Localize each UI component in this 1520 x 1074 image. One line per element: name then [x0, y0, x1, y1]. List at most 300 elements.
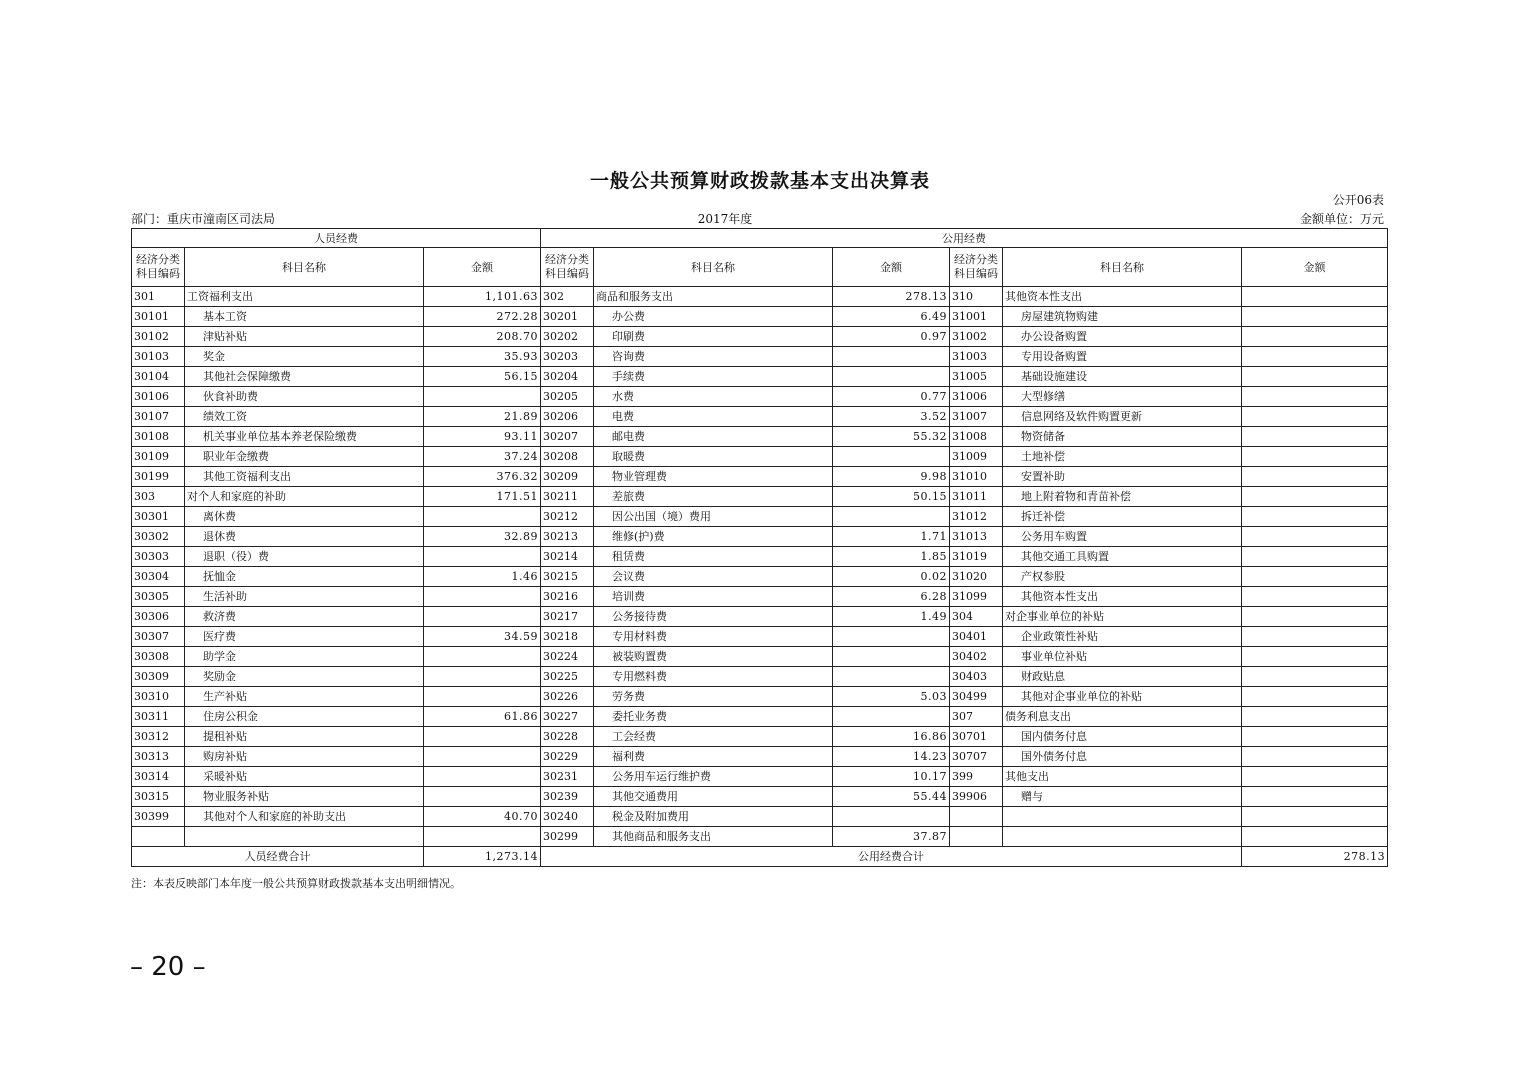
amount: 0.77: [833, 387, 950, 407]
amount: 55.44: [833, 787, 950, 807]
amount: [1242, 767, 1388, 787]
economic-code: 307: [950, 707, 1003, 727]
item-name: 其他资本性支出: [1003, 587, 1242, 607]
item-name: 办公设备购置: [1003, 327, 1242, 347]
economic-code: 30314: [132, 767, 185, 787]
economic-code: 30303: [132, 547, 185, 567]
table-row: [132, 327, 1388, 347]
amount: 35.93: [424, 347, 541, 367]
economic-code: 31007: [950, 407, 1003, 427]
amount: [1242, 487, 1388, 507]
economic-code: 30107: [132, 407, 185, 427]
economic-code: 30211: [541, 487, 594, 507]
amount: 14.23: [833, 747, 950, 767]
economic-code: 30309: [132, 667, 185, 687]
item-name: 基础设施建设: [1003, 367, 1242, 387]
item-name: 奖金: [185, 347, 424, 367]
amount: 208.70: [424, 327, 541, 347]
item-name: 培训费: [594, 587, 833, 607]
amount-unit: 金额单位：万元: [1299, 212, 1384, 226]
amount: [1242, 647, 1388, 667]
economic-code: 31009: [950, 447, 1003, 467]
amount: [833, 667, 950, 687]
table-row: [132, 647, 1388, 667]
economic-code: 30199: [132, 467, 185, 487]
amount: [1242, 347, 1388, 367]
table-row: [132, 807, 1388, 827]
amount: [1242, 387, 1388, 407]
amount: 50.15: [833, 487, 950, 507]
economic-code: 30225: [541, 667, 594, 687]
item-name: 会议费: [594, 567, 833, 587]
item-name: 离休费: [185, 507, 424, 527]
header-amount: 金额: [424, 248, 541, 287]
item-name: 其他对个人和家庭的补助支出: [185, 807, 424, 827]
amount: 1.49: [833, 607, 950, 627]
item-name: 采暖补贴: [185, 767, 424, 787]
economic-code: 30231: [541, 767, 594, 787]
table-row: [132, 527, 1388, 547]
table-row: [132, 547, 1388, 567]
amount: 0.02: [833, 567, 950, 587]
amount: [424, 827, 541, 847]
item-name: 购房补贴: [185, 747, 424, 767]
amount: 10.17: [833, 767, 950, 787]
amount: [1242, 747, 1388, 767]
item-name: 奖励金: [185, 667, 424, 687]
economic-code: 30226: [541, 687, 594, 707]
header-name: 科目名称: [594, 248, 833, 287]
table-row: [132, 507, 1388, 527]
amount: [833, 807, 950, 827]
item-name: 其他资本性支出: [1003, 287, 1242, 307]
item-name: 对个人和家庭的补助: [185, 487, 424, 507]
amount: [1242, 367, 1388, 387]
economic-code: 301: [132, 287, 185, 307]
table-row: [132, 347, 1388, 367]
item-name: 生活补助: [185, 587, 424, 607]
item-name: 工会经费: [594, 727, 833, 747]
public-total-amount: 278.13: [1242, 847, 1388, 867]
economic-code: 30312: [132, 727, 185, 747]
header-name: 科目名称: [185, 248, 424, 287]
item-name: 水费: [594, 387, 833, 407]
economic-code: 31013: [950, 527, 1003, 547]
economic-code: 30104: [132, 367, 185, 387]
item-name: 工资福利支出: [185, 287, 424, 307]
amount: 6.49: [833, 307, 950, 327]
amount: [424, 787, 541, 807]
economic-code: 30239: [541, 787, 594, 807]
economic-code: 30299: [541, 827, 594, 847]
amount: [1242, 607, 1388, 627]
table-row: [132, 367, 1388, 387]
amount: 55.32: [833, 427, 950, 447]
economic-code: 30217: [541, 607, 594, 627]
amount: [1242, 687, 1388, 707]
item-name: 邮电费: [594, 427, 833, 447]
economic-code: 399: [950, 767, 1003, 787]
item-name: 其他商品和服务支出: [594, 827, 833, 847]
item-name: 取暖费: [594, 447, 833, 467]
item-name: 地上附着物和青苗补偿: [1003, 487, 1242, 507]
economic-code: 31011: [950, 487, 1003, 507]
item-name: 印刷费: [594, 327, 833, 347]
item-name: 职业年金缴费: [185, 447, 424, 467]
table-row: [132, 787, 1388, 807]
economic-code: 31020: [950, 567, 1003, 587]
amount: 34.59: [424, 627, 541, 647]
table-row: [132, 387, 1388, 407]
item-name: 拆迁补偿: [1003, 507, 1242, 527]
item-name: [1003, 807, 1242, 827]
amount: 37.87: [833, 827, 950, 847]
item-name: 物业管理费: [594, 467, 833, 487]
economic-code: 31005: [950, 367, 1003, 387]
amount: 1.85: [833, 547, 950, 567]
economic-code: 30403: [950, 667, 1003, 687]
economic-code: 30228: [541, 727, 594, 747]
amount: 21.89: [424, 407, 541, 427]
item-name: 大型修缮: [1003, 387, 1242, 407]
economic-code: 30201: [541, 307, 594, 327]
item-name: 租赁费: [594, 547, 833, 567]
item-name: 其他交通费用: [594, 787, 833, 807]
section-personnel: 人员经费: [132, 229, 541, 248]
item-name: 信息网络及软件购置更新: [1003, 407, 1242, 427]
table-row: [132, 567, 1388, 587]
economic-code: 31099: [950, 587, 1003, 607]
table-row: [132, 487, 1388, 507]
amount: [424, 727, 541, 747]
amount: [1242, 467, 1388, 487]
header-code: 经济分类科目编码: [950, 248, 1003, 287]
economic-code: 30224: [541, 647, 594, 667]
economic-code: 30315: [132, 787, 185, 807]
amount: [1242, 507, 1388, 527]
item-name: 税金及附加费用: [594, 807, 833, 827]
amount: [424, 507, 541, 527]
item-name: 被装购置费: [594, 647, 833, 667]
economic-code: 30212: [541, 507, 594, 527]
item-name: 因公出国（境）费用: [594, 507, 833, 527]
item-name: 退休费: [185, 527, 424, 547]
item-name: 国内债务付息: [1003, 727, 1242, 747]
item-name: 生产补贴: [185, 687, 424, 707]
amount: 9.98: [833, 467, 950, 487]
table-row: [132, 467, 1388, 487]
amount: [1242, 787, 1388, 807]
economic-code: 30240: [541, 807, 594, 827]
economic-code: 31010: [950, 467, 1003, 487]
personnel-total-amount: 1,273.14: [424, 847, 541, 867]
item-name: 维修(护)费: [594, 527, 833, 547]
economic-code: 31012: [950, 507, 1003, 527]
amount: [424, 687, 541, 707]
item-name: 手续费: [594, 367, 833, 387]
table-row: [132, 307, 1388, 327]
economic-code: 30204: [541, 367, 594, 387]
economic-code: 30215: [541, 567, 594, 587]
table-row: [132, 707, 1388, 727]
economic-code: 30208: [541, 447, 594, 467]
economic-code: 31002: [950, 327, 1003, 347]
economic-code: 30203: [541, 347, 594, 367]
amount: 6.28: [833, 587, 950, 607]
economic-code: 31008: [950, 427, 1003, 447]
item-name: 土地补偿: [1003, 447, 1242, 467]
table-row: [132, 627, 1388, 647]
amount: 3.52: [833, 407, 950, 427]
amount: [1242, 707, 1388, 727]
item-name: 住房公积金: [185, 707, 424, 727]
economic-code: 31001: [950, 307, 1003, 327]
header-amount: 金额: [833, 248, 950, 287]
amount: 40.70: [424, 807, 541, 827]
table-row: [132, 687, 1388, 707]
economic-code: 30205: [541, 387, 594, 407]
item-name: 公务用车购置: [1003, 527, 1242, 547]
amount: 272.28: [424, 307, 541, 327]
economic-code: 30306: [132, 607, 185, 627]
amount: 171.51: [424, 487, 541, 507]
expenditure-table: [131, 228, 1388, 867]
amount: 37.24: [424, 447, 541, 467]
table-row: [132, 447, 1388, 467]
item-name: 机关事业单位基本养老保险缴费: [185, 427, 424, 447]
page-number: – 20 –: [130, 952, 206, 982]
item-name: 企业政策性补贴: [1003, 627, 1242, 647]
amount: [1242, 327, 1388, 347]
economic-code: 30202: [541, 327, 594, 347]
economic-code: 30229: [541, 747, 594, 767]
economic-code: 30310: [132, 687, 185, 707]
header-code: 经济分类科目编码: [132, 248, 185, 287]
economic-code: 31003: [950, 347, 1003, 367]
item-name: 委托业务费: [594, 707, 833, 727]
economic-code: 31006: [950, 387, 1003, 407]
item-name: [1003, 827, 1242, 847]
amount: [1242, 587, 1388, 607]
economic-code: 30313: [132, 747, 185, 767]
item-name: 绩效工资: [185, 407, 424, 427]
form-number: 公开06表: [1332, 193, 1384, 207]
amount: [833, 627, 950, 647]
item-name: 安置补助: [1003, 467, 1242, 487]
economic-code: 30227: [541, 707, 594, 727]
item-name: 基本工资: [185, 307, 424, 327]
item-name: 事业单位补贴: [1003, 647, 1242, 667]
item-name: 对企事业单位的补贴: [1003, 607, 1242, 627]
item-name: 抚恤金: [185, 567, 424, 587]
amount: 1.46: [424, 567, 541, 587]
amount: 93.11: [424, 427, 541, 447]
item-name: 房屋建筑物购建: [1003, 307, 1242, 327]
amount: [424, 667, 541, 687]
economic-code: 30308: [132, 647, 185, 667]
economic-code: 303: [132, 487, 185, 507]
economic-code: 30401: [950, 627, 1003, 647]
table-row: [132, 747, 1388, 767]
amount: [833, 507, 950, 527]
item-name: 退职（役）费: [185, 547, 424, 567]
item-name: 专用燃料费: [594, 667, 833, 687]
economic-code: 30302: [132, 527, 185, 547]
economic-code: 30307: [132, 627, 185, 647]
footnote: 注：本表反映部门本年度一般公共预算财政拨款基本支出明细情况。: [131, 877, 461, 890]
economic-code: 30707: [950, 747, 1003, 767]
economic-code: [950, 807, 1003, 827]
item-name: 咨询费: [594, 347, 833, 367]
economic-code: 30214: [541, 547, 594, 567]
item-name: 专用材料费: [594, 627, 833, 647]
amount: [833, 707, 950, 727]
amount: [1242, 627, 1388, 647]
economic-code: 30207: [541, 427, 594, 447]
item-name: 产权参股: [1003, 567, 1242, 587]
public-total-label: 公用经费合计: [541, 847, 1242, 867]
economic-code: 30108: [132, 427, 185, 447]
amount: 376.32: [424, 467, 541, 487]
economic-code: 39906: [950, 787, 1003, 807]
item-name: 物业服务补贴: [185, 787, 424, 807]
item-name: 财政贴息: [1003, 667, 1242, 687]
item-name: 物资储备: [1003, 427, 1242, 447]
economic-code: 30216: [541, 587, 594, 607]
economic-code: 30106: [132, 387, 185, 407]
amount: 56.15: [424, 367, 541, 387]
amount: [424, 387, 541, 407]
item-name: 劳务费: [594, 687, 833, 707]
item-name: [185, 827, 424, 847]
item-name: 公务用车运行维护费: [594, 767, 833, 787]
economic-code: 30102: [132, 327, 185, 347]
amount: 61.86: [424, 707, 541, 727]
item-name: 其他交通工具购置: [1003, 547, 1242, 567]
amount: [1242, 667, 1388, 687]
header-amount: 金额: [1242, 248, 1388, 287]
amount: [424, 647, 541, 667]
table-row: [132, 667, 1388, 687]
table-row: [132, 407, 1388, 427]
table-row: [132, 767, 1388, 787]
amount: 5.03: [833, 687, 950, 707]
table-body: [132, 287, 1388, 847]
item-name: 提租补贴: [185, 727, 424, 747]
amount: [424, 587, 541, 607]
item-name: 公务接待费: [594, 607, 833, 627]
item-name: 专用设备购置: [1003, 347, 1242, 367]
fiscal-year: 2017年度: [697, 212, 753, 226]
economic-code: [950, 827, 1003, 847]
economic-code: 30304: [132, 567, 185, 587]
economic-code: 31019: [950, 547, 1003, 567]
item-name: 津贴补贴: [185, 327, 424, 347]
item-name: 办公费: [594, 307, 833, 327]
economic-code: 302: [541, 287, 594, 307]
table-row: [132, 427, 1388, 447]
economic-code: 30206: [541, 407, 594, 427]
table-row: [132, 287, 1388, 307]
amount: [1242, 727, 1388, 747]
amount: 0.97: [833, 327, 950, 347]
amount: [833, 447, 950, 467]
item-name: 差旅费: [594, 487, 833, 507]
table-row: [132, 727, 1388, 747]
item-name: 救济费: [185, 607, 424, 627]
amount: [1242, 527, 1388, 547]
item-name: 助学金: [185, 647, 424, 667]
page-title: 一般公共预算财政拨款基本支出决算表: [589, 170, 930, 192]
item-name: 电费: [594, 407, 833, 427]
amount: [1242, 407, 1388, 427]
amount: [424, 607, 541, 627]
item-name: 医疗费: [185, 627, 424, 647]
table-row: [132, 827, 1388, 847]
amount: 1,101.63: [424, 287, 541, 307]
header-code: 经济分类科目编码: [541, 248, 594, 287]
table-row: [132, 587, 1388, 607]
amount: [1242, 447, 1388, 467]
economic-code: 304: [950, 607, 1003, 627]
item-name: 伙食补助费: [185, 387, 424, 407]
department-label: 部门：重庆市潼南区司法局: [131, 212, 276, 226]
amount: [833, 347, 950, 367]
amount: 16.86: [833, 727, 950, 747]
amount: [424, 747, 541, 767]
economic-code: 30109: [132, 447, 185, 467]
item-name: 债务利息支出: [1003, 707, 1242, 727]
item-name: 其他支出: [1003, 767, 1242, 787]
item-name: 其他对企事业单位的补贴: [1003, 687, 1242, 707]
amount: [1242, 807, 1388, 827]
economic-code: 30101: [132, 307, 185, 327]
item-name: 国外债务付息: [1003, 747, 1242, 767]
header-name: 科目名称: [1003, 248, 1242, 287]
amount: [424, 767, 541, 787]
economic-code: 30499: [950, 687, 1003, 707]
amount: 278.13: [833, 287, 950, 307]
amount: [1242, 827, 1388, 847]
amount: [833, 647, 950, 667]
economic-code: 30218: [541, 627, 594, 647]
item-name: 其他工资福利支出: [185, 467, 424, 487]
economic-code: 30209: [541, 467, 594, 487]
item-name: 其他社会保障缴费: [185, 367, 424, 387]
economic-code: 30305: [132, 587, 185, 607]
amount: [1242, 427, 1388, 447]
amount: 32.89: [424, 527, 541, 547]
amount: [833, 367, 950, 387]
amount: [1242, 567, 1388, 587]
amount: [1242, 307, 1388, 327]
amount: [1242, 287, 1388, 307]
table-row: [132, 607, 1388, 627]
item-name: 赠与: [1003, 787, 1242, 807]
economic-code: 30213: [541, 527, 594, 547]
economic-code: 30701: [950, 727, 1003, 747]
item-name: 福利费: [594, 747, 833, 767]
economic-code: 30301: [132, 507, 185, 527]
personnel-total-label: 人员经费合计: [132, 847, 424, 867]
economic-code: [132, 827, 185, 847]
economic-code: 30399: [132, 807, 185, 827]
section-public: 公用经费: [541, 229, 1388, 248]
economic-code: 30103: [132, 347, 185, 367]
amount: [424, 547, 541, 567]
economic-code: 310: [950, 287, 1003, 307]
amount: [1242, 547, 1388, 567]
